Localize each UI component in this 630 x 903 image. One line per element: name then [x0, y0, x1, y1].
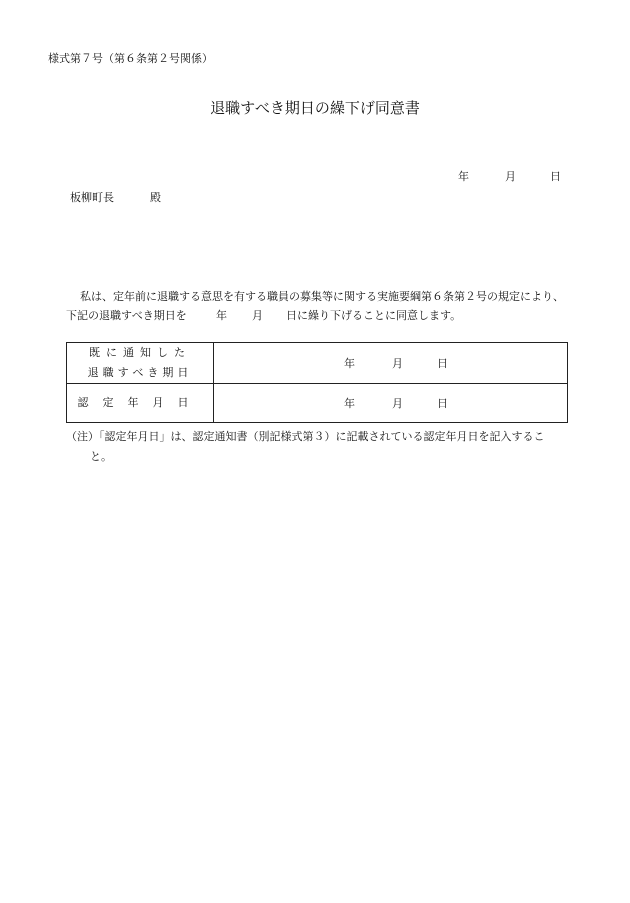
document-title: 退職すべき期日の繰下げ同意書 — [210, 99, 420, 117]
note-line-2: と。 — [90, 450, 112, 463]
date-month-label: 月 — [505, 170, 516, 183]
notified-month-label: 月 — [392, 357, 403, 370]
notified-date-label-line1: 既に通知した — [89, 346, 191, 359]
approval-day-label: 日 — [437, 397, 448, 410]
notified-date-value[interactable] — [214, 343, 568, 384]
notified-day-label: 日 — [437, 357, 448, 370]
addressee-honorific: 殿 — [150, 191, 161, 204]
notified-year-label: 年 — [344, 357, 355, 370]
body-line-2-month: 月 — [252, 309, 263, 322]
body-line-2-suffix: 日に繰り下げることに同意します。 — [286, 309, 462, 322]
date-day-label: 日 — [550, 170, 561, 183]
approval-month-label: 月 — [392, 397, 403, 410]
table-row — [67, 384, 568, 423]
date-table — [66, 342, 568, 423]
addressee-name: 板柳町長 — [70, 191, 114, 204]
approval-date-label-text: 認定年月日 — [77, 396, 203, 409]
body-line-2-prefix: 下記の退職すべき期日を — [66, 309, 187, 322]
date-year-label: 年 — [458, 170, 469, 183]
approval-date-value[interactable] — [214, 384, 568, 423]
form-number: 様式第７号（第６条第２号関係） — [48, 52, 213, 65]
approval-year-label: 年 — [344, 397, 355, 410]
note-line-1: （注）「認定年月日」は、認定通知書（別記様式第３）に記載されている認定年月日を記入するこ — [66, 430, 545, 443]
body-line-2-year: 年 — [216, 309, 227, 322]
approval-date-label — [67, 384, 214, 423]
notified-date-label-line2: 退職すべき期日 — [87, 366, 193, 379]
table-row — [67, 343, 568, 384]
notified-date-label — [67, 343, 214, 384]
body-line-1: 私は、定年前に退職する意思を有する職員の募集等に関する実施要綱第６条第２号の規定により、 — [80, 290, 564, 303]
